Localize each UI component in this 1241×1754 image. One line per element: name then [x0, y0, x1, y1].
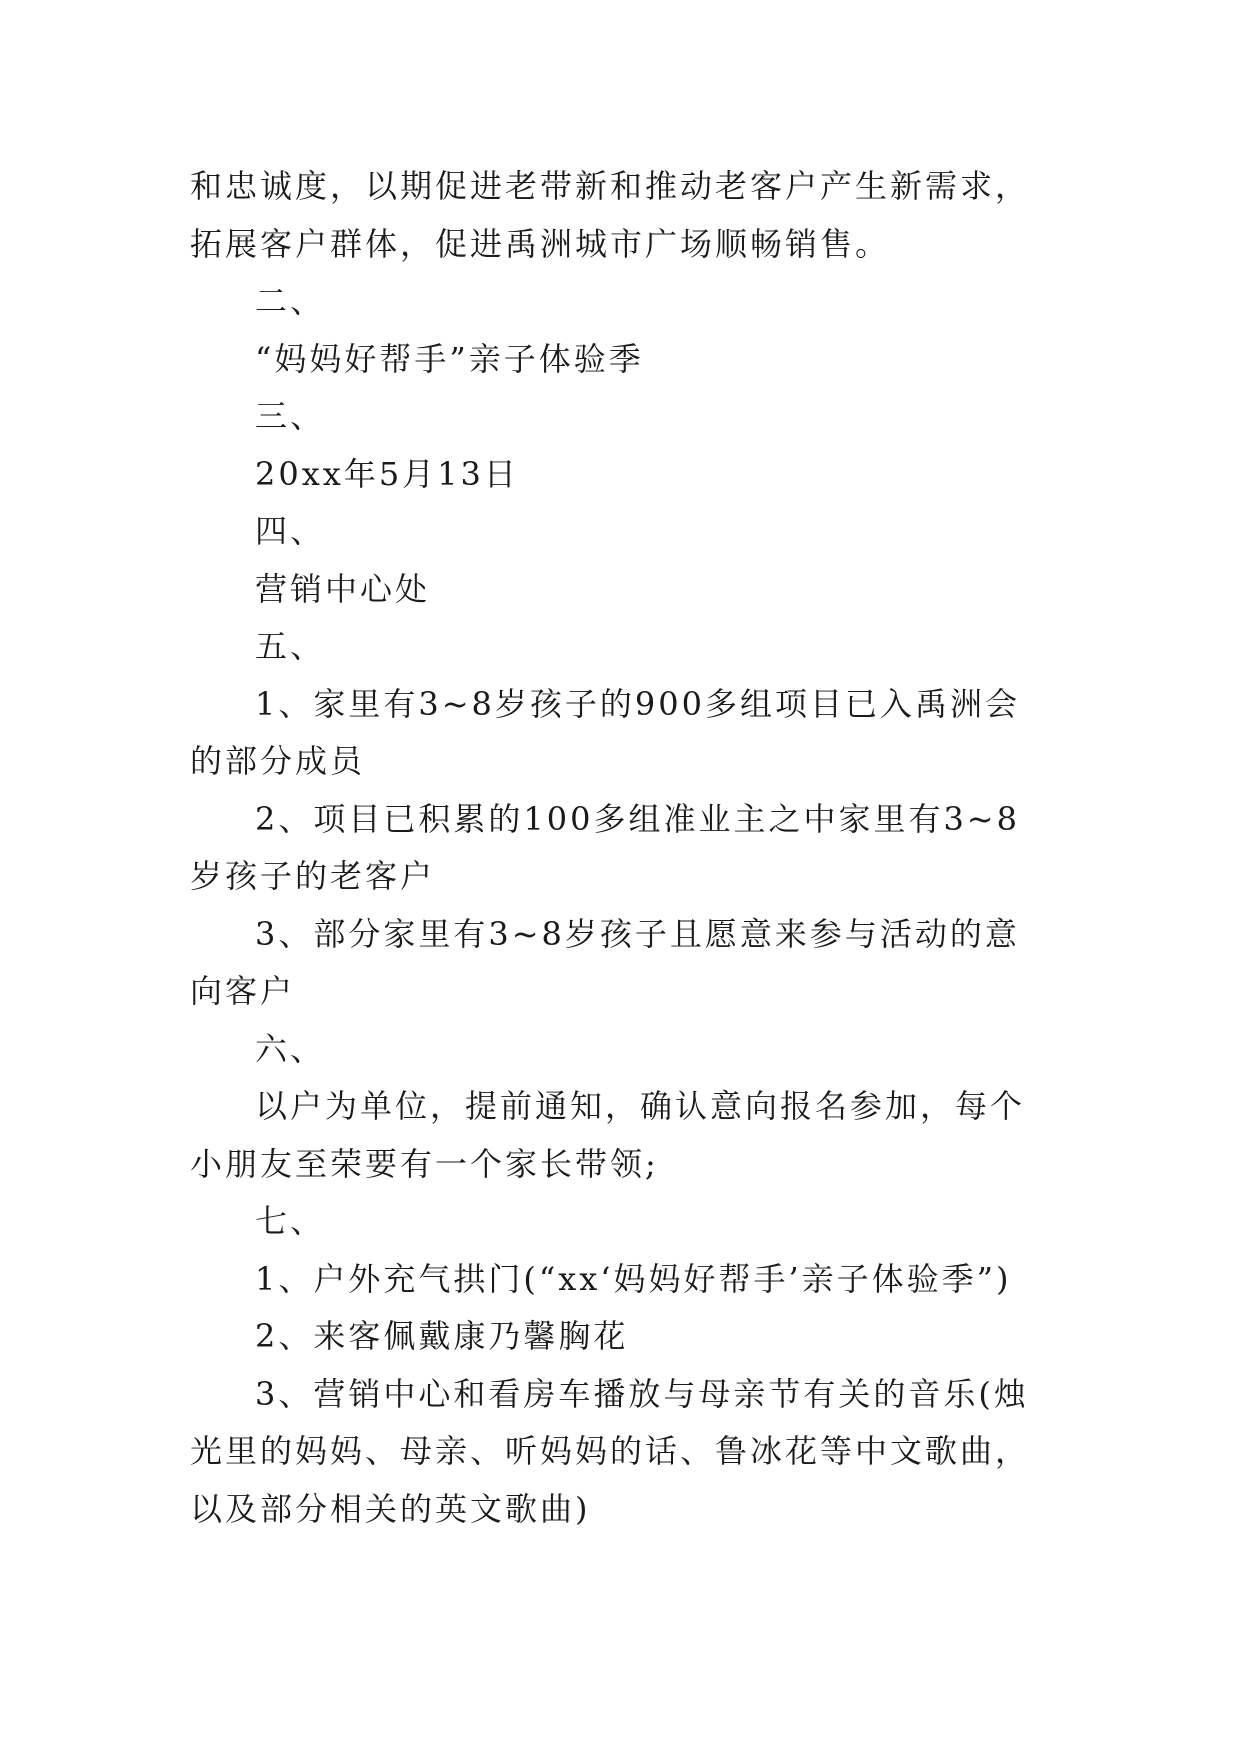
section-heading-7: 七、: [255, 1202, 326, 1240]
section-heading-5: 五、: [255, 627, 326, 665]
arrangement-item-3: 3、营销中心和看房车播放与母亲节有关的音乐(烛光里的妈妈、母亲、听妈妈的话、鲁冰花等中文歌曲，以及部分相关的英文歌曲): [190, 1374, 1031, 1528]
activity-theme: “妈妈好帮手”亲子体验季: [255, 339, 644, 378]
arrangement-item-1: 1、户外充气拱门(“xx‘妈妈好帮手’亲子体验季”): [255, 1259, 1012, 1298]
section-heading-3: 三、: [255, 397, 326, 435]
participant-item-2: 2、项目已积累的100多组准业主之中家里有3~8岁孩子的老客户: [190, 799, 1020, 895]
participant-item-3: 3、部分家里有3~8岁孩子且愿意来参与活动的意向客户: [190, 914, 1020, 1010]
participant-item-1: 1、家里有3~8岁孩子的900多组项目已入禹洲会的部分成员: [190, 684, 1020, 780]
activity-date: 20xx年5月13日: [255, 454, 519, 493]
document-body: [190, 158, 1050, 1538]
section-heading-4: 四、: [255, 512, 326, 550]
activity-location: 营销中心处: [255, 569, 431, 608]
paragraph-continuation: 和忠诚度，以期促进老带新和推动老客户产生新需求，拓展客户群体，促进禹洲城市广场顺畅销售。: [190, 167, 1031, 263]
section-heading-2: 二、: [255, 282, 326, 320]
section-heading-6: 六、: [255, 1029, 326, 1068]
registration-note: 以户为单位，提前通知，确认意向报名参加，每个小朋友至荣要有一个家长带领;: [190, 1087, 1026, 1183]
arrangement-item-2: 2、来客佩戴康乃馨胸花: [255, 1317, 629, 1355]
